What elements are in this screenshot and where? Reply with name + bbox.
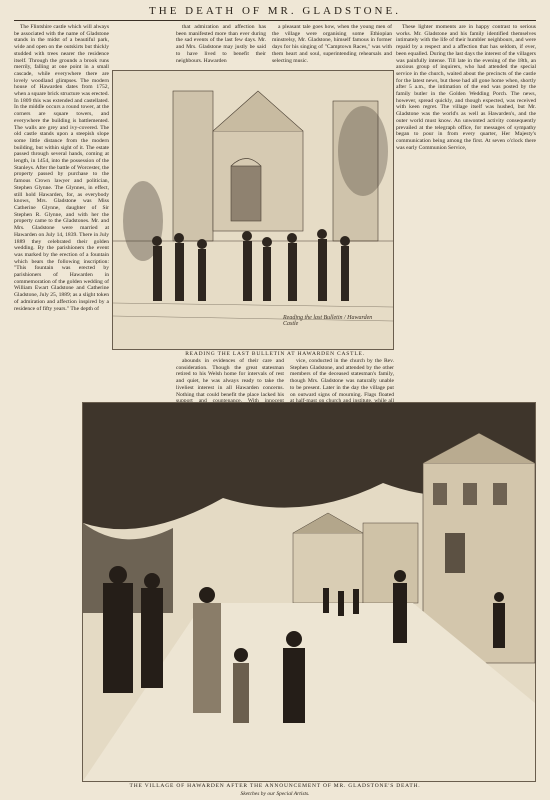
castle-engraving [113, 71, 393, 349]
title-rule [14, 20, 536, 21]
figure-caption-1: READING THE LAST BULLETIN AT HAWARDEN CASTLE. [185, 351, 365, 357]
article-paragraph: The Flintshire castle which will always be associated with the name of Gladstone stands in the midst of a beautiful park, wide and open on the outskirts but thickly studded with trees nearer the residence itself. Through the grounds a brook runs merrily, falling at one point in a small cascade, while everywhere there are lovely woodland glimpses. The modern house of Hawarden dates from 1752, when a square brick structure was erected. In 1809 this was extended and castellated. In the middle occurs a round tower, at the corners are square towers, and everywhere the building is battlemented. The walls are grey and ivy-covered. The old castle stands upon a steepish slope some little distance from the modern building, but within sight of it. The estate passed through several hands, coming at length, in 1454, into the possession of the Stanleys. After the battle of Worcester, the property passed by purchase to the famous Crown lawyer and politician, Stephen Glynne. The Glynnes, in effect, still hold Hawarden, for, as everybody knows, Mrs. Gladstone was Miss Catherine Glynne, daughter of Sir Stephen R. Glynne, and with her the property came to the Gladstones. Mr. and Mrs. Gladstone were married at Hawarden on July 14, 1839. There in July 1889 they celebrated their golden wedding. By the parishioners the event was marked by the erection of a fountain which bears the following inscription: "This fountain was erected by parishioners of Hawarden in commemoration of the golden wedding of William Ewart Gladstone and Catherine Gladstone, July 25, 1889; as a slight token of admiration and affection inspired by a residence of fifty years." The depth of [14, 24, 109, 312]
figure-village-illustration [82, 402, 536, 782]
text-column-bottom-center [176, 358, 284, 398]
article-paragraph: that admiration and affection has been manifested more than ever during the sad events of the last few days. Mr. and Mrs. Gladstone may justly be said to have lived to benefit their neighbours. Hawarden [176, 24, 266, 64]
article-paragraph: These lighter moments are in happy contrast to serious works. Mr. Gladstone and his family identified themselves intimately with the life of their humbler neighbours, and were repaid by a respect and a affection that has seldom, if ever, been equalled. During the last days the interest of the villagers was painfully intense. Till late in the evening of the 18th, an anxious group of inquirers, who had attended the special service in the church, waited about the precincts of the castle for the latest news, but these had all gone home when, shortly after 5 a.m., the intimation of the end was posted by the family butler in the Golden Wedding Porch. The news, however, spread quickly, and though expected, was received with keen regret. The village itself was hushed, but Mr. Gladstone was the world's as well as Hawarden's, and the outer world must know. An unwonted activity consequently prevailed at the telegraph office, for messages of sympathy began to pour in from every quarter, Her Majesty's communication being among the first. At seven o'clock there was early Communion Service, [396, 24, 536, 151]
article-paragraph: vice, conducted in the church by the Rev. Stephen Gladstone, and attended by the other members of the deceased statesman's family, though Mrs. Gladstone was naturally unable to be present. Later in the day the village put on outward signs of mourning. Flags floated [290, 358, 394, 398]
figure-credit: Sketches by our Special Artists. [240, 791, 310, 797]
text-column-mid-top [272, 24, 392, 64]
text-column-center-top [176, 24, 266, 64]
page-title: THE DEATH OF MR. GLADSTONE. [149, 5, 401, 17]
figure-handwriting: Reading the last Bulletin / Hawarden Castle [283, 315, 373, 327]
figure-castle-illustration [112, 70, 394, 350]
article-paragraph: a pleasant tale goes how, when the young men of the village were organising some Ethiopian minstrelsy, Mr. Gladstone, himself famous in former days for his singing of "Camptown Races," was with them heart and soul, superintending rehearsals and selecting music. [272, 24, 392, 64]
text-column-right [396, 24, 536, 351]
village-engraving [83, 403, 535, 781]
text-column-bottom-mid [290, 358, 394, 398]
text-column-left [14, 24, 109, 378]
figure-caption-2: THE VILLAGE OF HAWARDEN AFTER THE ANNOUNCEMENT OF MR. GLADSTONE'S DEATH. [129, 783, 421, 789]
article-paragraph: abounds in evidences of their care and consideration. Though the great statesman retired to his Welsh home for intervals of rest and quiet, he was always ready to take the liveliest interest in all Hawarden concerns. Nothing that could benefit the place lacked his [176, 358, 284, 398]
